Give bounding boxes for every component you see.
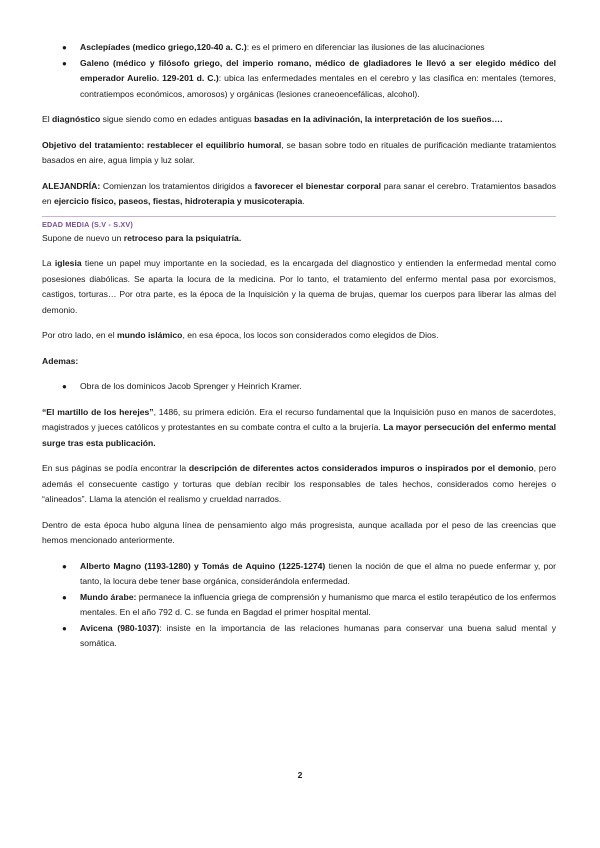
paragraph-martillo: “El martillo de los herejes”, 1486, su primera edición. Era el recurso fundamental que la Inquisición puso en manos de sacerdotes, magistrados y jueces católicos y protestantes en su combate contra el culto a la brujería. La mayor persecución del enfermo mental surge tras esta publicación. <box>42 406 556 448</box>
section-title: EDAD MEDIA (S.V - S.XV) <box>42 219 133 229</box>
bullet-obra: ● Obra de los dominicos Jacob Sprenger y Heinrich Kramer. <box>42 379 556 395</box>
intro-bullet-list <box>42 40 556 102</box>
obra-bullet-list <box>42 379 556 395</box>
page-number: 2 <box>297 770 303 780</box>
paragraph-iglesia: La iglesia tiene un papel muy importante en la sociedad, es la encargada del diagnostico y entienden la enfermedad mental como posesiones diabólicas. Se aparta la locura de la medicina. Por lo tanto, el tratamiento del enfermo mental pasa por exorcismos, castigos, torturas… Por otra parte, es la época de la Inquisición y la quema de brujas, quemar los cuerpos para liberar las almas del demonio. <box>42 258 556 315</box>
bullet-dot-icon: ● <box>62 561 67 571</box>
paragraph-retroceso: Supone de nuevo un retroceso para la psiquiatría. <box>42 232 242 243</box>
paragraph-objetivo: Objetivo del tratamiento: restablecer el equilibrio humoral, se basan sobre todo en rituales de purificación mediante tratamientos basados en aire, agua limpia y luz solar. <box>42 139 557 165</box>
paragraph-islamico: Por otro lado, en el mundo islámico, en esa época, los locos son considerados como elegidos de Dios. <box>42 330 439 340</box>
bullet-galeno: ● Galeno (médico y filósofo griego, del imperio romano, médico de gladiadores le llevó a ser elegido médico del emperador Aurelio. 129-201 d. C.): ubica las enfermedades mentales en el cerebro y las clasifica en: mentales (temores, contratiempos económicos, amorosos) y orgánicas (lesiones craneoencefálicas, alcohol). <box>62 57 556 99</box>
label-ademas: Ademas: <box>42 355 79 366</box>
page-content <box>42 40 556 652</box>
bullet-dot-icon: ● <box>62 58 67 68</box>
bullet-asclepiades: ● Asclepíades (medico griego,120-40 a. C.): es el primero en diferenciar las ilusiones de las alucinaciones <box>42 40 556 56</box>
bullet-dot-icon: ● <box>62 623 67 633</box>
paragraph-progresista: Dentro de esta época hubo alguna línea de pensamiento algo más progresista, aunque acallada por el peso de las creencias que hemos mencionado anteriormente. <box>42 519 556 545</box>
paragraph-diagnostico: El diagnóstico sigue siendo como en edades antiguas basadas en la adivinación, la interpretación de los sueños…. <box>42 114 503 124</box>
bullet-avicena: ● Avicena (980-1037): insiste en la importancia de las relaciones humanas para conservar una buena salud mental y somática. <box>62 622 556 648</box>
bullet-alberto-magno: ● Alberto Magno (1193-1280) y Tomás de Aquino (1225-1274) tienen la noción de que el alma no puede enfermar y, por tanto, la locura debe tener base orgánica, considerándola enfermedad. <box>62 560 556 586</box>
bullet-dot-icon: ● <box>62 592 67 602</box>
final-bullet-list <box>42 559 556 652</box>
bullet-dot-icon: ● <box>62 382 67 391</box>
paragraph-alejandria: ALEJANDRÍA: Comienzan los tratamientos dirigidos a favorecer el bienestar corporal para sanar el cerebro. Tratamientos basados en ejercicio físico, paseos, fiestas, hidroterapia y musicoterapia. <box>42 180 557 206</box>
bullet-mundo-arabe: ● Mundo árabe: permanece la influencia griega de comprensión y humanismo que marca el estilo terapéutico de los enfermos mentales. En el año 792 d. C. se funda en Bagdad el primer hospital mental. <box>62 591 556 617</box>
paragraph-paginas: En sus páginas se podía encontrar la descripción de diferentes actos considerados impuros o inspirados por el demonio, pero además el consecuente castigo y torturas que debían recibir los responsables de tales hechos, considerados como herejes o “alineados”. Llama la atención el realismo y crueldad narrados. <box>42 463 556 504</box>
bullet-dot-icon: ● <box>62 43 67 52</box>
